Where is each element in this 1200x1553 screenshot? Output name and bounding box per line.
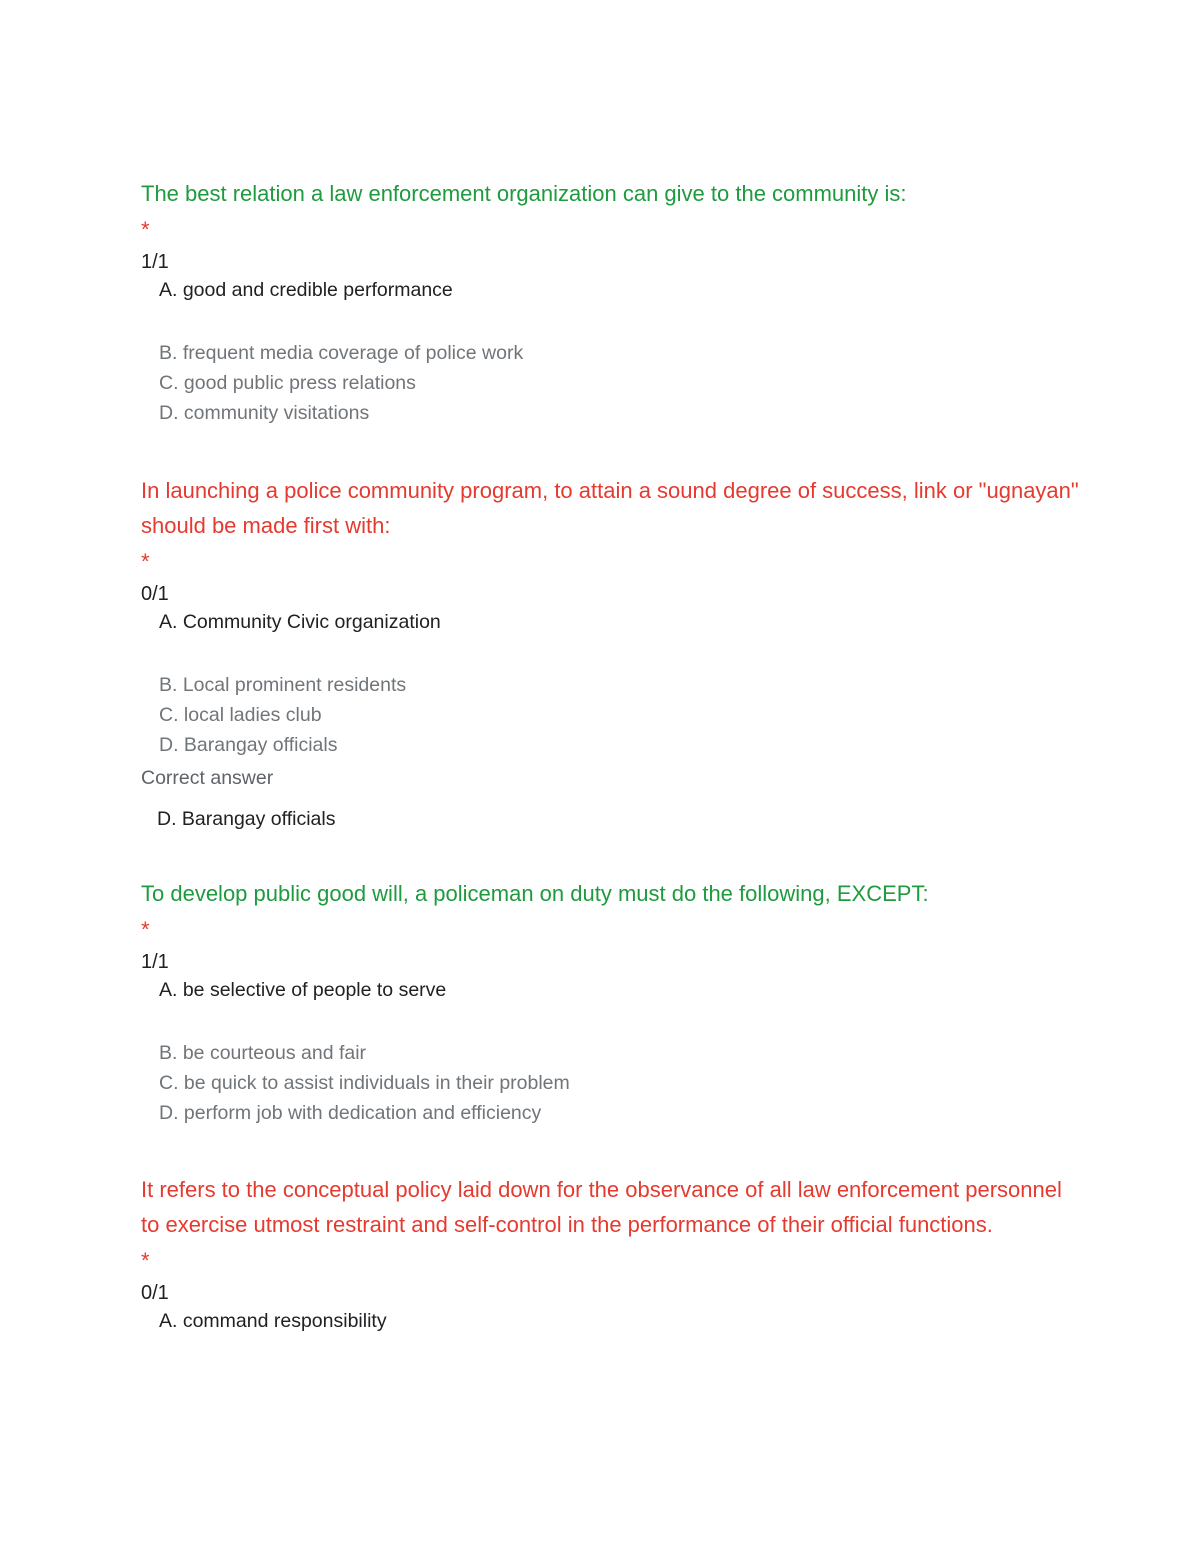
option-c[interactable]: C. good public press relations (159, 372, 416, 394)
required-asterisk: * (141, 217, 150, 242)
required-asterisk: * (141, 549, 150, 574)
option-b[interactable]: B. frequent media coverage of police work (159, 342, 524, 364)
question-2 (141, 473, 1081, 834)
option-c[interactable]: C. be quick to assist individuals in their problem (159, 1072, 570, 1094)
question-title: In launching a police community program, to attain a sound degree of success, link or "ugnayan" should be made first with: (141, 478, 1079, 538)
correct-answer-label: Correct answer (141, 767, 274, 789)
question-score: 1/1 (141, 951, 169, 973)
option-a[interactable]: A. be selective of people to serve (159, 979, 447, 1001)
option-d[interactable]: D. community visitations (159, 402, 370, 424)
question-score: 0/1 (141, 583, 169, 605)
question-4 (141, 1172, 1081, 1336)
correct-answer-value: D. Barangay officials (157, 808, 336, 830)
option-b[interactable]: B. be courteous and fair (159, 1042, 367, 1064)
required-asterisk: * (141, 917, 150, 942)
question-score: 1/1 (141, 251, 169, 273)
question-score: 0/1 (141, 1282, 169, 1304)
option-d[interactable]: D. Barangay officials (159, 734, 338, 756)
option-a[interactable]: A. command responsibility (159, 1310, 387, 1332)
option-a[interactable]: A. Community Civic organization (159, 611, 441, 633)
question-title: It refers to the conceptual policy laid down for the observance of all law enforcement personnel to exercise utmost restraint and self-control in the performance of their official functions. (141, 1177, 1062, 1237)
option-a[interactable]: A. good and credible performance (159, 279, 453, 301)
question-3 (141, 876, 1081, 1128)
option-c[interactable]: C. local ladies club (159, 704, 322, 726)
option-d[interactable]: D. perform job with dedication and efficiency (159, 1102, 542, 1124)
question-1 (141, 176, 1081, 428)
question-title: The best relation a law enforcement organization can give to the community is: (141, 181, 907, 206)
question-title: To develop public good will, a policeman on duty must do the following, EXCEPT: (141, 881, 929, 906)
option-b[interactable]: B. Local prominent residents (159, 674, 407, 696)
required-asterisk: * (141, 1248, 150, 1273)
